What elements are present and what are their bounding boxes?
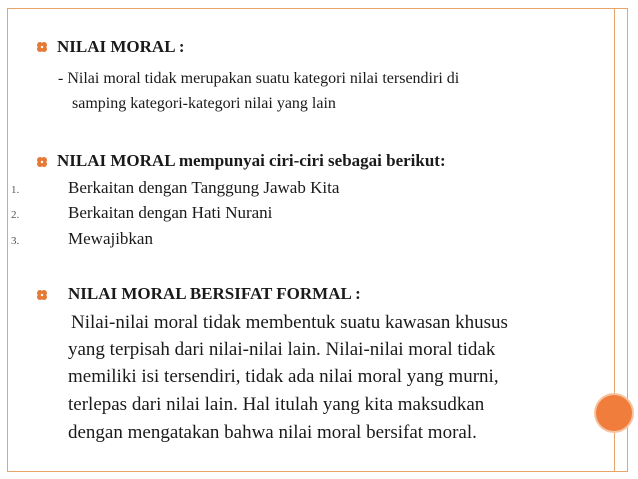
list-number-3: 3. bbox=[11, 235, 20, 247]
list-item-3: Mewajibkan bbox=[68, 229, 153, 248]
section1-line-1: - Nilai moral tidak merupakan suatu kategori nilai tersendiri di bbox=[58, 70, 460, 87]
four-leaf-bullet-icon bbox=[36, 41, 48, 53]
list-number-2: 2. bbox=[11, 209, 20, 221]
four-leaf-bullet-icon bbox=[36, 289, 48, 301]
four-leaf-bullet-icon bbox=[36, 156, 48, 168]
section1-heading: NILAI MORAL : bbox=[57, 37, 185, 56]
section1-line-2: samping kategori-kategori nilai yang lain bbox=[72, 95, 336, 112]
section3-line-5: dengan mengatakan bahwa nilai moral bersifat moral. bbox=[68, 422, 477, 443]
section3-line-4: terlepas dari nilai lain. Hal itulah yang kita maksudkan bbox=[68, 394, 485, 415]
orange-circle-decoration bbox=[596, 395, 632, 431]
list-number-1: 1. bbox=[11, 184, 20, 196]
section3-line-3: memiliki isi tersendiri, tidak ada nilai moral yang murni, bbox=[68, 366, 499, 387]
section2-heading: NILAI MORAL mempunyai ciri-ciri sebagai berikut: bbox=[57, 151, 446, 170]
section3-heading: NILAI MORAL BERSIFAT FORMAL : bbox=[68, 284, 361, 303]
section3-line-2: yang terpisah dari nilai-nilai lain. Nilai-nilai moral tidak bbox=[68, 339, 496, 360]
section3-line-1: Nilai-nilai moral tidak membentuk suatu kawasan khusus bbox=[71, 312, 508, 333]
list-item-2: Berkaitan dengan Hati Nurani bbox=[68, 203, 273, 222]
list-item-1: Berkaitan dengan Tanggung Jawab Kita bbox=[68, 178, 340, 197]
